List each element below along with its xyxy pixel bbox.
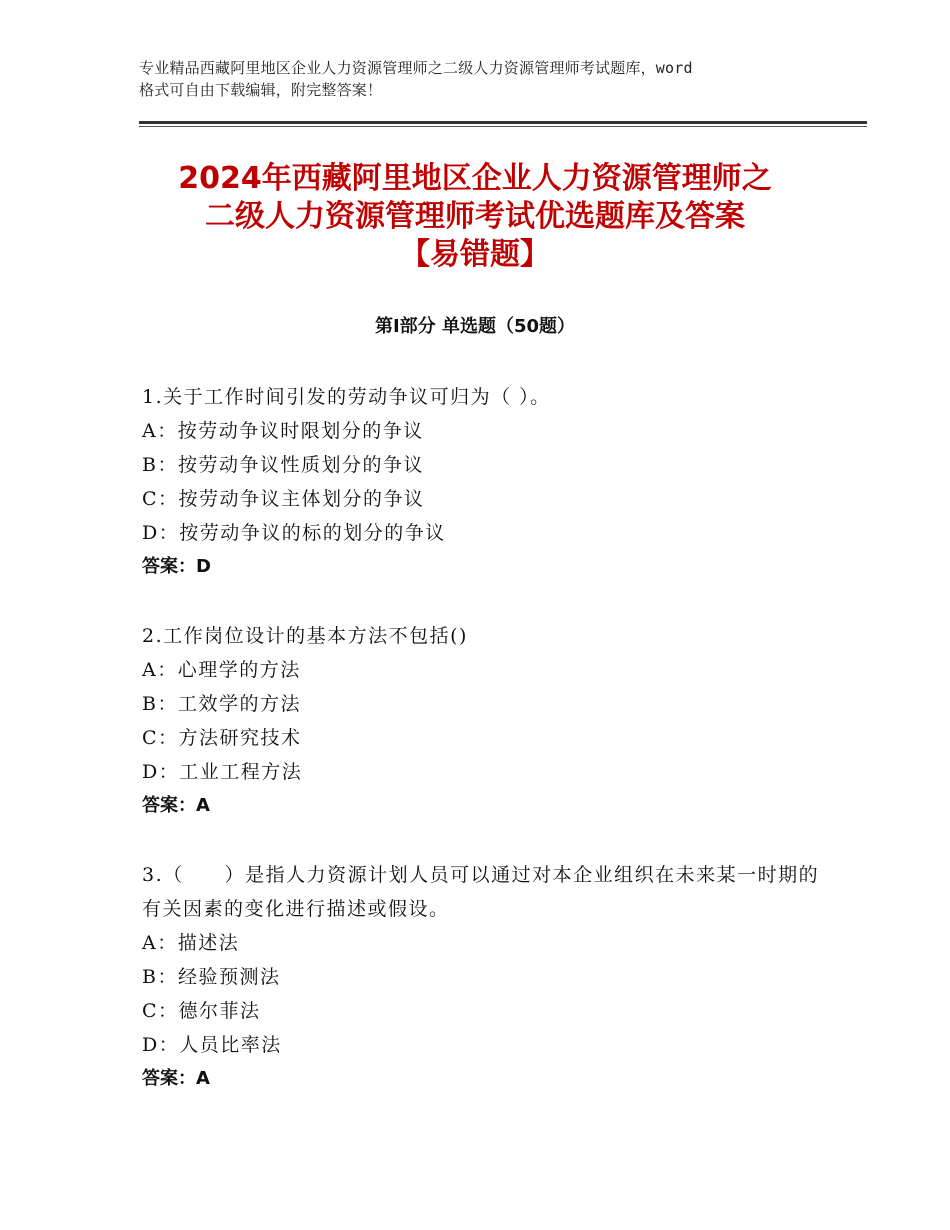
answer-line: 答案：D	[142, 556, 211, 577]
question-stem: 1.关于工作时间引发的劳动争议可归为（ ）。	[142, 386, 551, 408]
title-line-3: 【易错题】	[400, 237, 550, 272]
title-line-2: 二级人力资源管理师考试优选题库及答案	[205, 199, 745, 234]
question-stem: 3.（ ）是指人力资源计划人员可以通过对本企业组织在未来某一时期的有关因素的变化进行描述或假设。	[142, 864, 820, 920]
option-b: B：经验预测法	[142, 966, 281, 988]
option-a: A：描述法	[142, 932, 240, 954]
option-c: C：方法研究技术	[142, 727, 302, 749]
question-stem: 2.工作岗位设计的基本方法不包括()	[142, 625, 468, 647]
question-list	[142, 380, 822, 1131]
option-d: D：人员比率法	[142, 1034, 282, 1056]
header-divider-thin	[139, 126, 867, 127]
option-c: C：按劳动争议主体划分的争议	[142, 488, 425, 510]
header-note	[139, 57, 839, 101]
header-divider-thick	[139, 121, 867, 124]
option-d: D：工业工程方法	[142, 761, 303, 783]
option-a: A：按劳动争议时限划分的争议	[142, 420, 424, 442]
option-b: B：按劳动争议性质划分的争议	[142, 454, 424, 476]
section-heading: 第Ⅰ部分 单选题（50题）	[374, 316, 575, 337]
question-1	[142, 380, 822, 584]
option-c: C：德尔菲法	[142, 1000, 261, 1022]
title-line-1: 2024年西藏阿里地区企业人力资源管理师之	[178, 161, 772, 196]
document-title	[100, 160, 850, 274]
header-note-line-1: 专业精品西藏阿里地区企业人力资源管理师之二级人力资源管理师考试题库，word	[139, 59, 693, 77]
answer-line: 答案：A	[142, 795, 210, 816]
option-a: A：心理学的方法	[142, 659, 301, 681]
question-2	[142, 619, 822, 823]
question-3	[142, 858, 822, 1096]
option-d: D：按劳动争议的标的划分的争议	[142, 522, 446, 544]
header-note-line-2: 格式可自由下载编辑，附完整答案！	[139, 81, 383, 99]
option-b: B：工效学的方法	[142, 693, 301, 715]
answer-line: 答案：A	[142, 1068, 210, 1089]
